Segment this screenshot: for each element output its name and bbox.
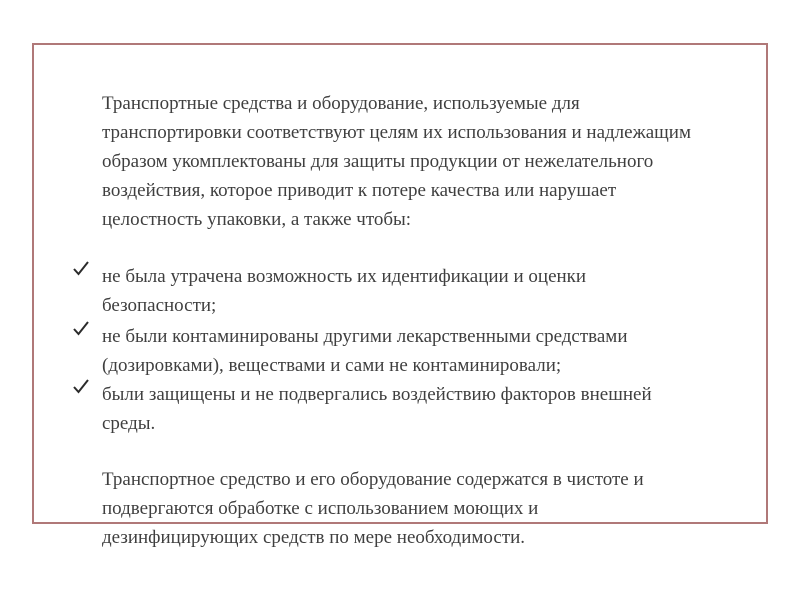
intro-line: транспортировки соответствуют целям их использования и надлежащим bbox=[102, 122, 691, 143]
checkmark-icon bbox=[72, 260, 90, 278]
intro-line: целостность упаковки, а также чтобы: bbox=[102, 209, 412, 230]
bullet-line: безопасности; bbox=[102, 295, 217, 316]
outro-paragraph bbox=[102, 465, 800, 552]
bullet-line: не была утрачена возможность их идентификации и оценки bbox=[102, 266, 587, 287]
checkmark-icon bbox=[72, 378, 90, 396]
intro-line: воздействия, которое приводит к потере качества или нарушает bbox=[102, 180, 617, 201]
checkmark-icon bbox=[72, 320, 90, 338]
bullet-text bbox=[102, 262, 586, 320]
bullet-line: не были контаминированы другими лекарственными средствами bbox=[102, 326, 628, 347]
content-frame bbox=[32, 43, 768, 548]
intro-line: образом укомплектованы для защиты продукции от нежелательного bbox=[102, 151, 654, 172]
bullet-line: среды. bbox=[102, 413, 156, 434]
bullet-text bbox=[102, 322, 628, 380]
outro-line: подвергаются обработке с использованием моющих и bbox=[102, 498, 539, 519]
intro-paragraph bbox=[102, 89, 800, 234]
intro-line: Транспортные средства и оборудование, используемые для bbox=[102, 93, 580, 114]
bullet-line: (дозировками), веществами и сами не контаминировали; bbox=[102, 355, 562, 376]
bullet-line: были защищены и не подвергались воздействию факторов внешней bbox=[102, 384, 652, 405]
outro-line: Транспортное средство и его оборудование содержатся в чистоте и bbox=[102, 469, 644, 490]
bullet-text bbox=[102, 380, 652, 438]
outro-line: дезинфицирующих средств по мере необходимости. bbox=[102, 527, 526, 548]
